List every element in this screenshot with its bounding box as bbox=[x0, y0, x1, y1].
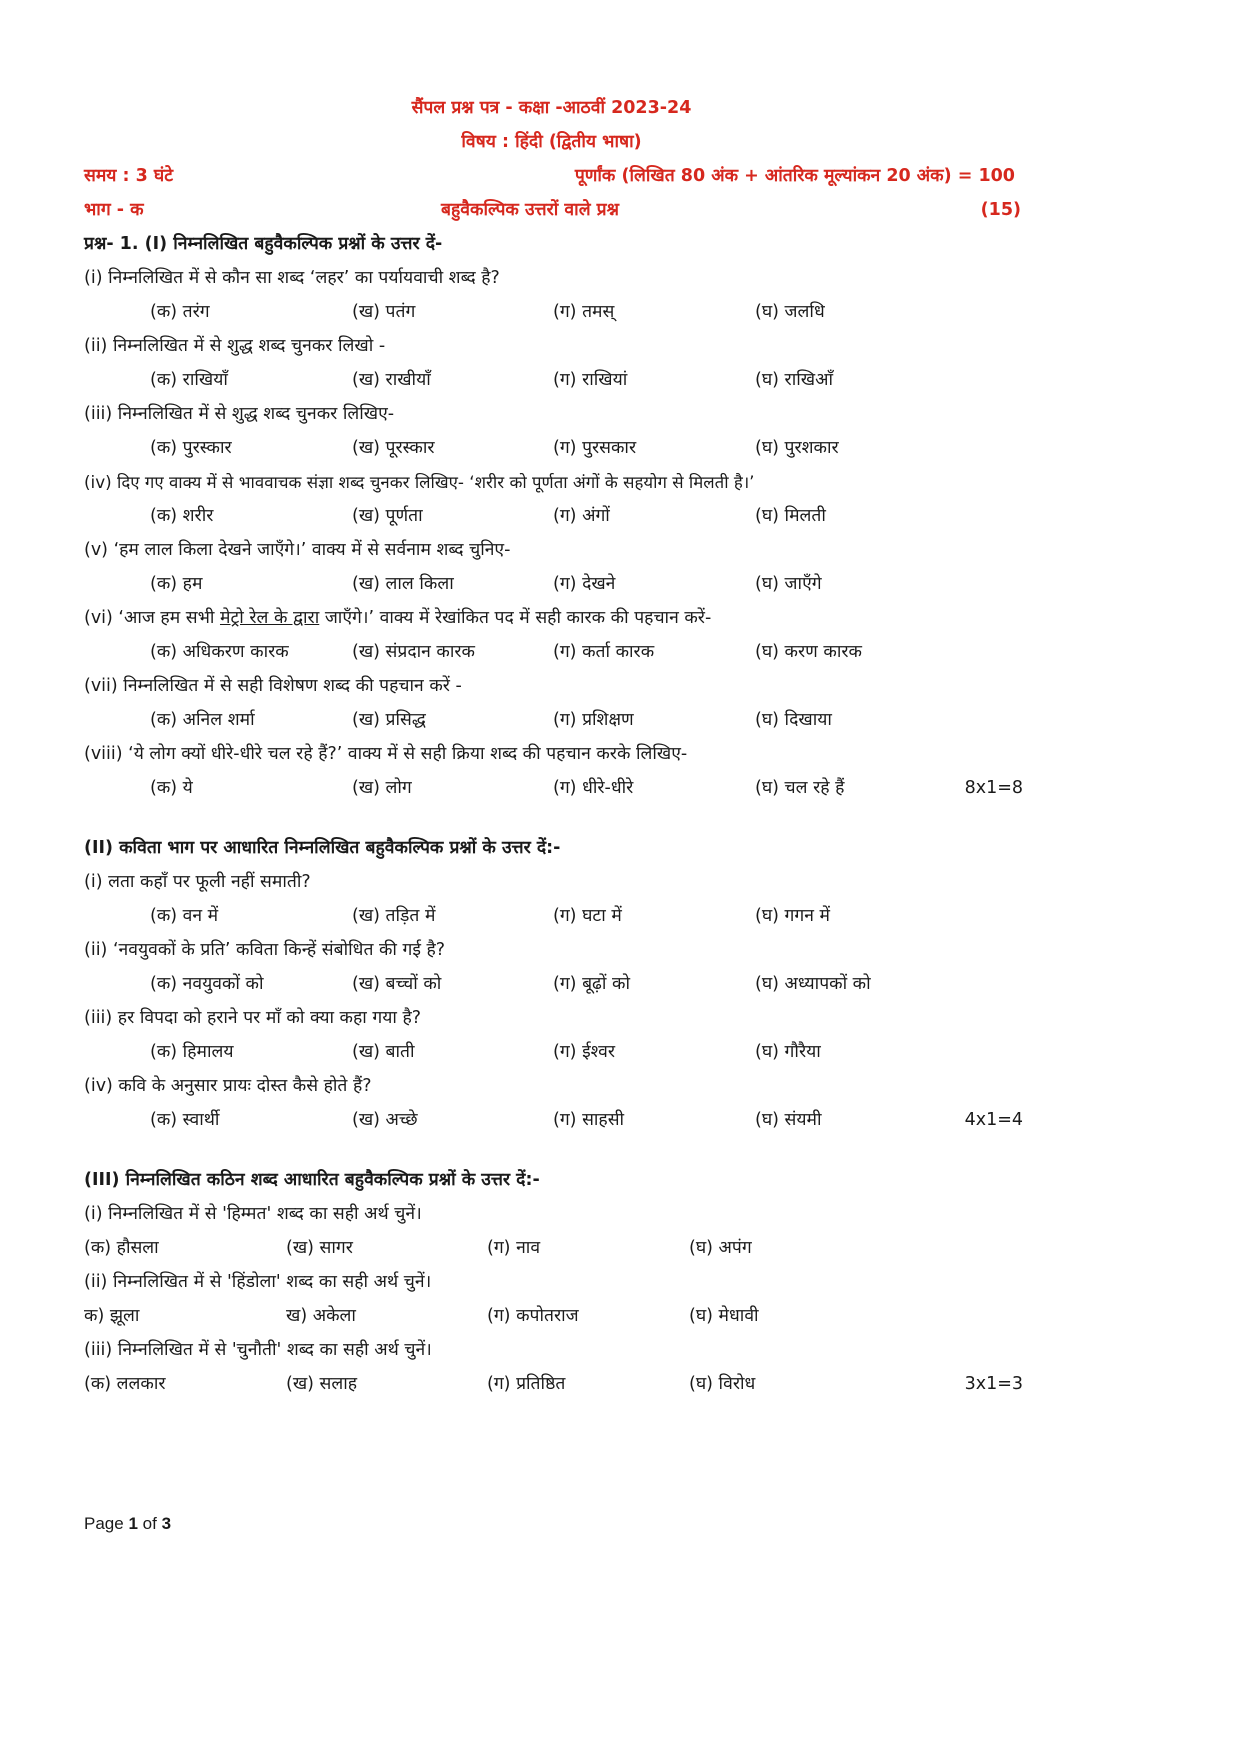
question-text: (i) निम्नलिखित में से कौन सा शब्द ‘लहर’ का पर्यायवाची शब्द है? bbox=[84, 268, 500, 288]
option-b: (ख) पतंग bbox=[352, 302, 416, 322]
option-c: (ग) साहसी bbox=[553, 1110, 625, 1130]
paper-time: समय : 3 घंटे bbox=[84, 166, 174, 186]
question-text: (v) ‘हम लाल किला देखने जाएँगे।’ वाक्य में से सर्वनाम शब्द चुनिए- bbox=[84, 540, 511, 560]
option-d: (घ) करण कारक bbox=[755, 642, 862, 662]
part-marks: (15) bbox=[980, 200, 1021, 220]
option-c: (ग) पुरसकार bbox=[553, 438, 637, 458]
option-a: (क) अधिकरण कारक bbox=[150, 642, 289, 662]
option-b: (ख) पूर्णता bbox=[352, 506, 423, 526]
option-b: (ख) सलाह bbox=[286, 1374, 358, 1394]
option-a: (क) शरीर bbox=[150, 506, 214, 526]
option-b: (ख) राखीयाँ bbox=[352, 370, 431, 390]
option-c: (ग) प्रतिष्ठित bbox=[487, 1374, 566, 1394]
underlined-phrase: मेट्रो रेल के द्वारा bbox=[219, 608, 320, 628]
question-text: (iii) हर विपदा को हराने पर माँ को क्या कहा गया है? bbox=[84, 1008, 422, 1028]
option-d: (घ) संयमी bbox=[755, 1110, 822, 1130]
page-total: 3 bbox=[161, 1514, 172, 1533]
question-text: (iii) निम्नलिखित में से शुद्ध शब्द चुनकर लिखिए- bbox=[84, 404, 395, 424]
page-word: Page bbox=[84, 1514, 124, 1533]
option-d: (घ) विरोध bbox=[689, 1374, 756, 1394]
option-b: (ख) लोग bbox=[352, 778, 412, 798]
option-b: (ख) लाल किला bbox=[352, 574, 454, 594]
option-b: (ख) अच्छे bbox=[352, 1110, 418, 1130]
option-c: (ग) ईश्वर bbox=[553, 1042, 615, 1062]
question-text: (i) निम्नलिखित में से 'हिम्मत' शब्द का सही अर्थ चुनें। bbox=[84, 1204, 422, 1224]
question-text: (vii) निम्नलिखित में से सही विशेषण शब्द की पहचान करें - bbox=[84, 676, 462, 696]
option-a: (क) अनिल शर्मा bbox=[150, 710, 255, 730]
option-b: (ख) बच्चों को bbox=[352, 974, 442, 994]
section-marks: 3x1=3 bbox=[964, 1374, 1023, 1394]
option-b: (ख) सागर bbox=[286, 1238, 353, 1258]
option-d: (घ) अपंग bbox=[689, 1238, 752, 1258]
option-c: (ग) नाव bbox=[487, 1238, 541, 1258]
option-d: (घ) मेधावी bbox=[689, 1306, 759, 1326]
option-d: (घ) दिखाया bbox=[755, 710, 832, 730]
option-b: (ख) संप्रदान कारक bbox=[352, 642, 475, 662]
option-a: (क) ये bbox=[150, 778, 193, 798]
question-text-end: जाएँगे।’ वाक्य में रेखांकित पद में सही कारक की पहचान करें- bbox=[319, 608, 712, 628]
option-a: क) झूला bbox=[84, 1306, 140, 1326]
question-text: (ii) ‘नवयुवकों के प्रति’ कविता किन्हें संबोधित की गई है? bbox=[84, 940, 446, 960]
option-a: (क) तरंग bbox=[150, 302, 210, 322]
option-d: (घ) राखिआँ bbox=[755, 370, 833, 390]
option-b: (ख) तड़ित में bbox=[352, 906, 436, 926]
option-a: (क) हम bbox=[150, 574, 203, 594]
option-d: (घ) चल रहे हैं bbox=[755, 778, 845, 798]
section-2-heading: (II) कविता भाग पर आधारित निम्नलिखित बहुवैकल्पिक प्रश्नों के उत्तर दें:- bbox=[84, 838, 561, 858]
part-label: भाग - क bbox=[84, 200, 144, 220]
question-text: (ii) निम्नलिखित में से 'हिंडोला' शब्द का सही अर्थ चुनें। bbox=[84, 1272, 432, 1292]
option-b: (ख) पूरस्कार bbox=[352, 438, 435, 458]
paper-title: सैंपल प्रश्न पत्र - कक्षा -आठवीं 2023-24 bbox=[411, 98, 692, 118]
option-a: (क) राखियाँ bbox=[150, 370, 228, 390]
paper-max-marks: पूर्णांक (लिखित 80 अंक + आंतरिक मूल्यांकन 20 अंक) = 100 bbox=[574, 166, 1015, 186]
option-a: (क) वन में bbox=[150, 906, 219, 926]
option-a: (क) स्वार्थी bbox=[150, 1110, 220, 1130]
question-text-start: (vi) ‘आज हम सभी bbox=[84, 608, 220, 628]
option-a: (क) नवयुवकों को bbox=[150, 974, 264, 994]
question-text: (iv) दिए गए वाक्य में से भाववाचक संज्ञा शब्द चुनकर लिखिए- ‘शरीर को पूर्णता अंगों के सहयोग से मिलती है।’ bbox=[84, 472, 755, 492]
paper-subject: विषय : हिंदी (द्वितीय भाषा) bbox=[461, 132, 642, 152]
question-text: (iv) कवि के अनुसार प्रायः दोस्त कैसे होते हैं? bbox=[84, 1076, 372, 1096]
question-text: (ii) निम्नलिखित में से शुद्ध शब्द चुनकर लिखो - bbox=[84, 336, 386, 356]
option-c: (ग) राखियां bbox=[553, 370, 628, 390]
option-c: (ग) अंगों bbox=[553, 506, 610, 526]
question-text bbox=[84, 610, 711, 628]
question-text: (i) लता कहाँ पर फूली नहीं समाती? bbox=[84, 872, 311, 892]
part-title: बहुवैकल्पिक उत्तरों वाले प्रश्न bbox=[441, 200, 619, 220]
page-number bbox=[84, 1515, 171, 1532]
option-a: (क) पुरस्कार bbox=[150, 438, 232, 458]
question-text: (iii) निम्नलिखित में से 'चुनौती' शब्द का सही अर्थ चुनें। bbox=[84, 1340, 432, 1360]
section-3-heading: (III) निम्नलिखित कठिन शब्द आधारित बहुवैकल्पिक प्रश्नों के उत्तर दें:- bbox=[84, 1170, 540, 1190]
option-c: (ग) बूढ़ों को bbox=[553, 974, 630, 994]
option-b: ख) अकेला bbox=[286, 1306, 356, 1326]
option-a: (क) ललकार bbox=[84, 1374, 166, 1394]
option-c: (ग) तमस् bbox=[553, 302, 615, 322]
of-word: of bbox=[142, 1514, 157, 1533]
section-marks: 4x1=4 bbox=[964, 1110, 1023, 1130]
option-b: (ख) प्रसिद्ध bbox=[352, 710, 426, 730]
option-d: (घ) जलधि bbox=[755, 302, 825, 322]
option-a: (क) हौसला bbox=[84, 1238, 159, 1258]
option-c: (ग) कर्ता कारक bbox=[553, 642, 655, 662]
section-1-heading: प्रश्न- 1. (I) निम्नलिखित बहुवैकल्पिक प्रश्नों के उत्तर दें- bbox=[84, 234, 443, 254]
section-marks: 8x1=8 bbox=[964, 778, 1023, 798]
option-a: (क) हिमालय bbox=[150, 1042, 234, 1062]
option-b: (ख) बाती bbox=[352, 1042, 415, 1062]
option-c: (ग) धीरे-धीरे bbox=[553, 778, 634, 798]
option-c: (ग) प्रशिक्षण bbox=[553, 710, 634, 730]
option-d: (घ) पुरशकार bbox=[755, 438, 839, 458]
option-c: (ग) देखने bbox=[553, 574, 616, 594]
option-d: (घ) अध्यापकों को bbox=[755, 974, 871, 994]
option-c: (ग) कपोतराज bbox=[487, 1306, 579, 1326]
option-d: (घ) गगन में bbox=[755, 906, 831, 926]
page-current: 1 bbox=[128, 1514, 138, 1533]
option-d: (घ) मिलती bbox=[755, 506, 826, 526]
question-text: (viii) ‘ये लोग क्यों धीरे-धीरे चल रहे हैं?’ वाक्य में से सही क्रिया शब्द की पहचान करके लिखिए- bbox=[84, 744, 688, 764]
option-d: (घ) जाएँगे bbox=[755, 574, 822, 594]
option-c: (ग) घटा में bbox=[553, 906, 622, 926]
option-d: (घ) गौरैया bbox=[755, 1042, 821, 1062]
